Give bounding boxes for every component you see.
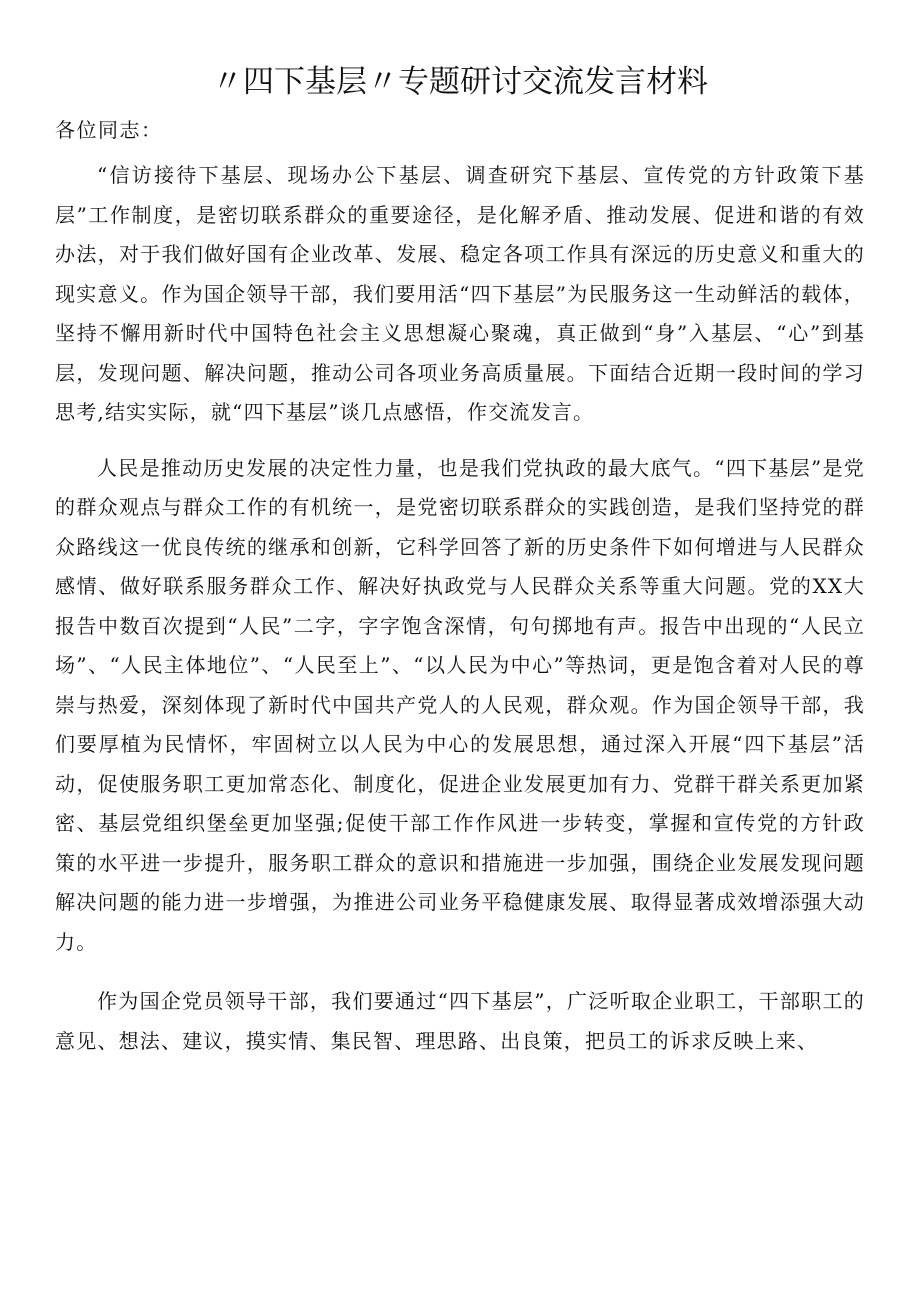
paragraph-1: “信访接待下基层、现场办公下基层、调查研究下基层、宣传党的方针政策下基层”工作制度，是密切联系群众的重要途径，是化解矛盾、推动发展、促进和谐的有效办法，对于我们做好国有企业改革、发展、稳定各项工作具有深远的历史意义和重大的现实意义。作为国企领导干部，我们要用活“四下基层”为民服务这一生动鲜活的载体，坚持不懈用新时代中国特色社会主义思想凝心聚魂，真正做到“身”入基层、“心”到基层，发现问题、解决问题，推动公司各项业务高质量展。下面结合近期一段时间的学习思考,结实实际，就“四下基层”谈几点感悟，作交流发言。 [55, 163, 865, 424]
paragraph-2: 人民是推动历史发展的决定性力量，也是我们党执政的最大底气。“四下基层”是党的群众观点与群众工作的有机统一，是党密切联系群众的实践创造，是我们坚持党的群众路线这一优良传统的继承和创新，它科学回答了新的历史条件下如何增进与人民群众感情、做好联系服务群众工作、解决好执政党与人民群众关系等重大问题。党的XX大报告中数百次提到“人民”二字，字字饱含深情，句句掷地有声。报告中出现的“人民立场”、“人民主体地位”、“人民至上”、“以人民为中心”等热词，更是饱含着对人民的尊崇与热爱，深刻体现了新时代中国共产党人的人民观，群众观。作为国企领导干部，我们要厚植为民情怀，牢固树立以人民为中心的发展思想，通过深入开展“四下基层”活动，促使服务职工更加常态化、制度化，促进企业发展更加有力、党群干群关系更加紧密、基层党组织堡垒更加坚强;促使干部工作作风进一步转变，掌握和宣传党的方针政策的水平进一步提升，服务职工群众的意识和措施进一步加强，围绕企业发展发现问题解决问题的能力进一步增强，为推进公司业务平稳健康发展、取得显著成效增添强大动力。 [55, 455, 865, 954]
document-title: 〃四下基层〃专题研讨交流发言材料 [212, 64, 708, 100]
paragraph-3: 作为国企党员领导干部，我们要通过“四下基层”，广泛听取企业职工，干部职工的意见、想法、建议，摸实情、集民智、理思路、出良策，把员工的诉求反映上来、 [55, 989, 865, 1053]
salutation: 各位同志： [55, 118, 163, 142]
